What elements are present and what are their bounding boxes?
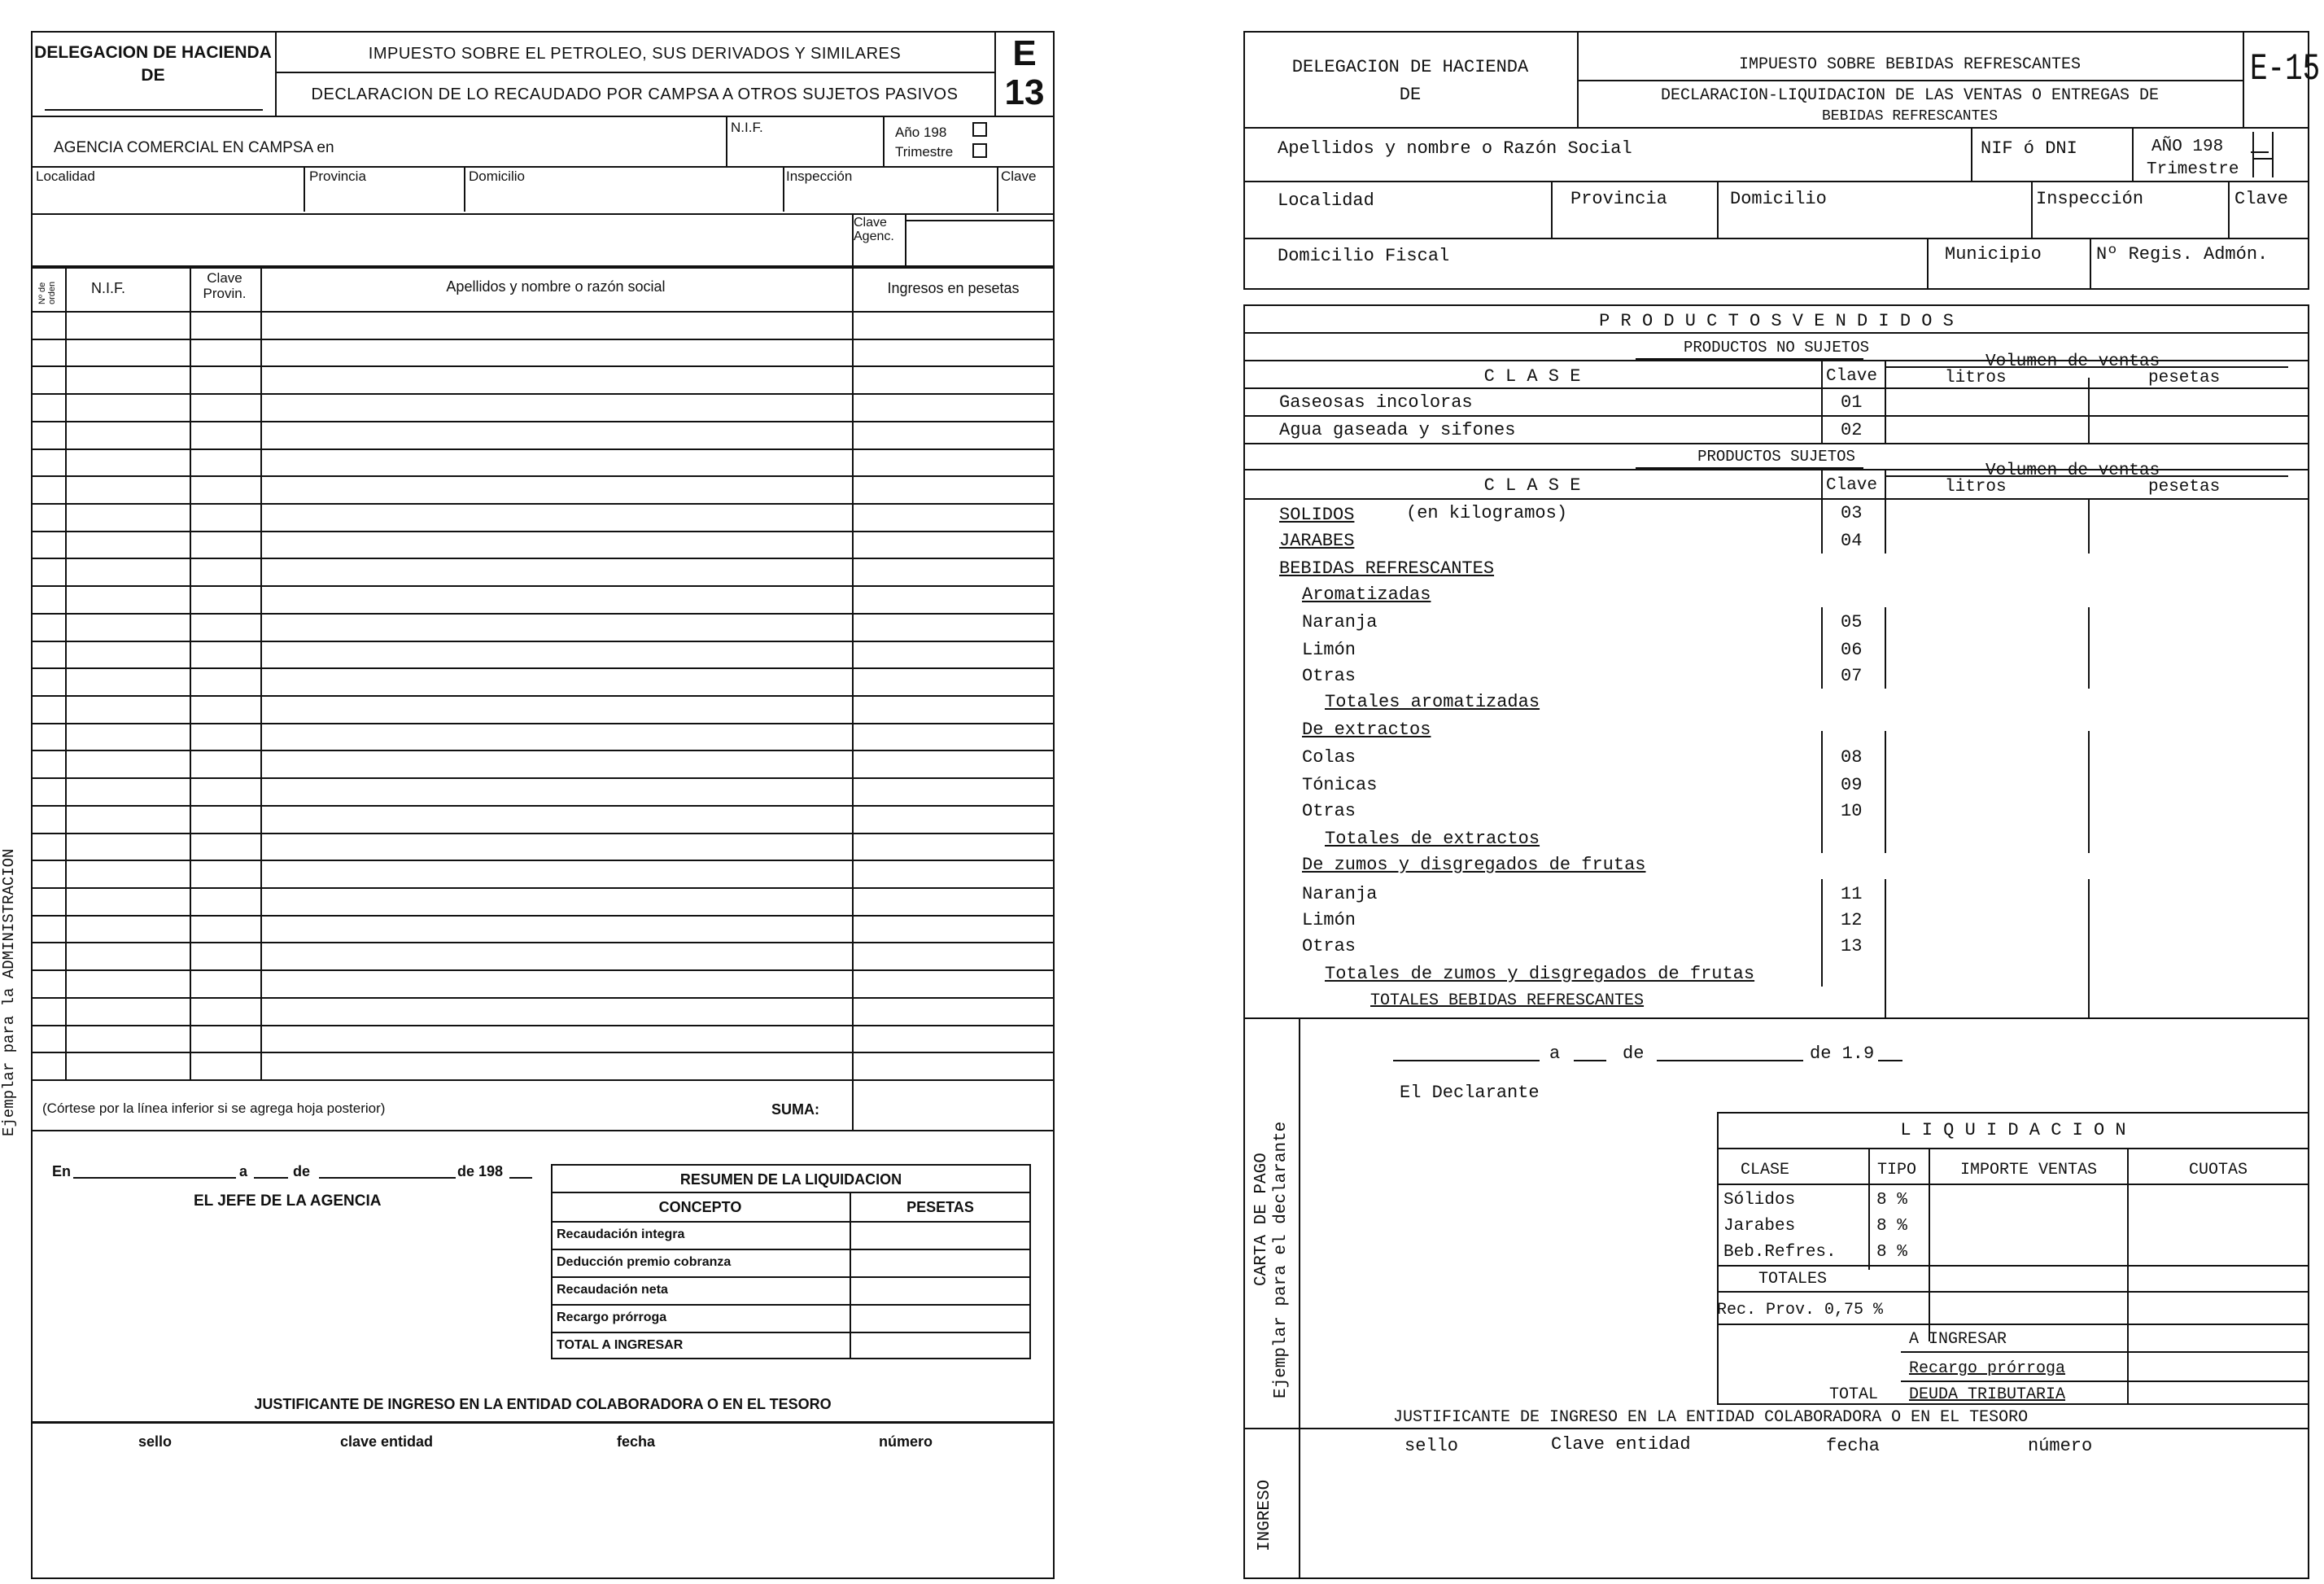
de-extractos-label: De extractos xyxy=(1302,720,1431,740)
clase-header-1: C L A S E xyxy=(1483,366,1581,387)
table-row xyxy=(31,339,1055,340)
jarabes-label: JARABES xyxy=(1279,531,1355,551)
e15-justificante-label: JUSTIFICANTE DE INGRESO EN LA ENTIDAD COLABORADORA O EN EL TESORO xyxy=(1393,1408,2029,1427)
table-row xyxy=(31,531,1055,532)
liq-tipo-header: TIPO xyxy=(1876,1161,1916,1179)
no-sujetos-label: PRODUCTOS NO SUJETOS xyxy=(1683,339,1870,357)
en-label: En xyxy=(52,1163,72,1179)
e15-numero-label: número xyxy=(2028,1436,2093,1456)
table-row xyxy=(31,641,1055,642)
litros-header-1: litros xyxy=(1945,369,2007,387)
clave-code: 13 xyxy=(1841,936,1863,956)
table-row xyxy=(31,613,1055,615)
e15-domicilio-fiscal-label: Domicilio Fiscal xyxy=(1278,246,1450,266)
resumen-row-label: Recaudación neta xyxy=(557,1283,668,1297)
table-row xyxy=(31,969,1055,971)
e15-municipio-label: Municipio xyxy=(1945,244,2042,265)
provincia-label: Provincia xyxy=(309,168,366,184)
de-zumos-label: De zumos y disgregados de frutas xyxy=(1302,855,1646,875)
clave-label: Clave xyxy=(1001,168,1037,184)
table-row xyxy=(31,558,1055,559)
table-row xyxy=(31,723,1055,724)
bebidas-refrescantes-label: BEBIDAS REFRESCANTES xyxy=(1279,558,1495,579)
clave-code: 07 xyxy=(1841,666,1863,686)
a-label: a xyxy=(239,1163,248,1179)
productos-vendidos-title: P R O D U C T O S V E N D I D O S xyxy=(1599,311,1954,331)
e15-apellidos-label: Apellidos y nombre o Razón Social xyxy=(1278,138,1632,159)
col-apellidos-header: Apellidos y nombre o razón social xyxy=(446,278,666,295)
e15-form-code: E-15 xyxy=(2250,48,2321,90)
table-row xyxy=(31,942,1055,943)
e15-declaracion-title-1: DECLARACION-LIQUIDACION DE LAS VENTAS O ENTREGAS DE xyxy=(1660,86,2160,105)
resumen-title: RESUMEN DE LA LIQUIDACION xyxy=(679,1171,902,1188)
e15-ano-label: AÑO 198 xyxy=(2151,138,2224,156)
table-row xyxy=(31,1025,1055,1026)
clave-code: 03 xyxy=(1841,503,1863,523)
e15-clave-entidad-label: Clave entidad xyxy=(1551,1434,1691,1455)
e15-declaracion-title-2: BEBIDAS REFRESCANTES xyxy=(1821,108,1999,125)
e15-nif-dni-label: NIF ó DNI xyxy=(1981,138,2077,159)
liq-totales-label: TOTALES xyxy=(1758,1270,1827,1289)
col-orden-header: Nº de orden xyxy=(37,281,58,304)
volumen-header-2: Volumen de ventas xyxy=(1985,462,2160,480)
justificante-label: JUSTIFICANTE DE INGRESO EN LA ENTIDAD COLABORADORA O EN EL TESORO xyxy=(254,1396,832,1412)
impuesto-title: IMPUESTO SOBRE EL PETROLEO, SUS DERIVADOS Y SIMILARES xyxy=(368,45,902,63)
clave-code: 08 xyxy=(1841,747,1863,768)
resumen-row-line xyxy=(551,1332,1031,1333)
e15-localidad-label: Localidad xyxy=(1278,190,1374,211)
side-label-administracion: Ejemplar para la ADMINISTRACION xyxy=(0,848,18,1136)
naranja-label-1: Naranja xyxy=(1302,612,1378,632)
no-sujetos-row-code: 02 xyxy=(1841,420,1863,440)
e15-provincia-label: Provincia xyxy=(1570,189,1667,209)
fecha-label: fecha xyxy=(617,1433,656,1450)
ano-checkbox[interactable] xyxy=(972,122,987,137)
recargo-prorroga-label: Recargo prórroga xyxy=(1909,1359,2066,1378)
no-sujetos-row-label: Agua gaseada y sifones xyxy=(1279,420,1516,440)
totales-bebidas-label: TOTALES BEBIDAS REFRESCANTES xyxy=(1370,991,1645,1010)
resumen-row-line xyxy=(551,1249,1031,1250)
col-clave-prov-header-2: Provin. xyxy=(203,286,247,301)
clave-code: 10 xyxy=(1841,801,1863,821)
table-row xyxy=(31,750,1055,751)
declaracion-title: DECLARACION DE LO RECAUDADO POR CAMPSA A OTROS SUJETOS PASIVOS xyxy=(311,85,959,103)
table-row xyxy=(31,667,1055,669)
solidos-label: SOLIDOS xyxy=(1279,505,1355,525)
e15-inspeccion-label: Inspección xyxy=(2036,189,2144,209)
table-row xyxy=(31,833,1055,834)
sello-label: sello xyxy=(138,1433,173,1450)
liq-row-tipo: 8 % xyxy=(1876,1191,1907,1210)
table-row xyxy=(31,421,1055,422)
localidad-label: Localidad xyxy=(36,168,95,184)
resumen-row-line xyxy=(551,1221,1031,1223)
clave-code: 09 xyxy=(1841,775,1863,795)
table-row xyxy=(31,475,1055,477)
cortese-note: (Córtese por la línea inferior si se agrega hoja posterior) xyxy=(42,1100,386,1116)
e15-de-label: DE xyxy=(1399,85,1422,105)
suma-label: SUMA: xyxy=(771,1101,819,1118)
resumen-row-label: Deducción premio cobranza xyxy=(557,1255,732,1269)
en-kilogramos-label: (en kilogramos) xyxy=(1406,503,1568,523)
clave-code: 05 xyxy=(1841,612,1863,632)
liq-importe-header: IMPORTE VENTAS xyxy=(1959,1161,2098,1179)
ingreso-label: INGRESO xyxy=(1256,1479,1274,1551)
de-connector: de xyxy=(293,1163,311,1179)
table-row xyxy=(31,1052,1055,1053)
total-label: TOTAL xyxy=(1829,1385,1879,1404)
otras-label-2: Otras xyxy=(1302,801,1356,821)
e15-domicilio-label: Domicilio xyxy=(1730,189,1827,209)
col-clave-prov-header-1: Clave xyxy=(207,270,242,286)
limon-label-2: Limón xyxy=(1302,910,1356,930)
inspeccion-label: Inspección xyxy=(786,168,853,184)
pesetas-header: PESETAS xyxy=(906,1199,974,1215)
table-row xyxy=(31,860,1055,861)
e15-regis-label: Nº Regis. Admón. xyxy=(2096,244,2269,265)
agencia-label: AGENCIA COMERCIAL EN CAMPSA en xyxy=(54,139,334,156)
liquidacion-title: L I Q U I D A C I O N xyxy=(1900,1120,2126,1140)
carta-pago-label: CARTA DE PAGO xyxy=(1252,1153,1271,1286)
aromatizadas-label: Aromatizadas xyxy=(1302,584,1431,605)
volumen-header-1: Volumen de ventas xyxy=(1985,352,2160,371)
clave-header-1: Clave xyxy=(1826,367,1878,386)
e15-fecha-de: de xyxy=(1623,1044,1645,1064)
liq-row-clase: Sólidos xyxy=(1723,1191,1796,1210)
liq-row-tipo: 8 % xyxy=(1876,1217,1907,1236)
nif-label: N.I.F. xyxy=(731,120,763,135)
domicilio-label: Domicilio xyxy=(469,168,525,184)
e15-impuesto-title: IMPUESTO SOBRE BEBIDAS REFRESCANTES xyxy=(1738,55,2082,74)
e15-delegacion-label: DELEGACION DE HACIENDA xyxy=(1291,57,1529,77)
pesetas-header-1: pesetas xyxy=(2148,369,2221,387)
table-row xyxy=(31,695,1055,697)
no-sujetos-row-label: Gaseosas incoloras xyxy=(1279,392,1473,413)
liq-row-tipo: 8 % xyxy=(1876,1243,1907,1262)
table-row xyxy=(31,365,1055,367)
clave-agenc-label-1: Clave xyxy=(854,216,887,230)
totales-aromatizadas-label: Totales aromatizadas xyxy=(1325,692,1540,712)
form-code-letter: E xyxy=(1012,33,1037,73)
rec-prov-label: Rec. Prov. 0,75 % xyxy=(1717,1301,1884,1319)
totales-extractos-label: Totales de extractos xyxy=(1325,829,1540,849)
clave-code: 11 xyxy=(1841,884,1863,904)
clave-header-2: Clave xyxy=(1826,476,1878,495)
litros-header-2: litros xyxy=(1945,478,2007,497)
e15-fecha-de19: de 1.9 xyxy=(1810,1044,1875,1064)
form-code-number: 13 xyxy=(1004,72,1045,112)
table-row xyxy=(31,915,1055,917)
clave-agenc-label-2: Agenc. xyxy=(854,230,894,243)
numero-label: número xyxy=(879,1433,933,1450)
tonicas-label: Tónicas xyxy=(1302,775,1378,795)
row-divider xyxy=(1243,415,2309,417)
col-nif-header: N.I.F. xyxy=(91,280,126,296)
resumen-row-line xyxy=(551,1276,1031,1278)
liq-row-clase: Jarabes xyxy=(1723,1217,1796,1236)
liq-row-clase: Beb.Refres. xyxy=(1723,1243,1837,1262)
trimestre-label: Trimestre xyxy=(895,144,954,160)
e15-fecha-label: fecha xyxy=(1826,1436,1881,1456)
a-ingresar-label: A INGRESAR xyxy=(1909,1330,2007,1349)
limon-label-1: Limón xyxy=(1302,640,1356,660)
clave-entidad-label: clave entidad xyxy=(340,1433,434,1450)
e15-trimestre-label: Trimestre xyxy=(2147,160,2239,179)
table-row xyxy=(31,887,1055,889)
liq-clase-header: CLASE xyxy=(1740,1161,1789,1179)
clave-code: 06 xyxy=(1841,640,1863,660)
table-row xyxy=(31,503,1055,505)
otras-label-3: Otras xyxy=(1302,936,1356,956)
delegacion-label: DELEGACION DE HACIENDA xyxy=(34,43,272,62)
de-label: DE xyxy=(141,66,165,85)
declarante-label: El Declarante xyxy=(1400,1083,1540,1103)
table-row xyxy=(31,997,1055,999)
concepto-header: CONCEPTO xyxy=(658,1199,742,1215)
e15-sello-label: sello xyxy=(1404,1436,1459,1456)
col-ingresos-header: Ingresos en pesetas xyxy=(887,280,1020,296)
clave-code: 04 xyxy=(1841,531,1863,551)
resumen-row-label: Recargo prórroga xyxy=(557,1311,667,1324)
liq-cuotas-header: CUOTAS xyxy=(2188,1161,2248,1179)
resumen-row-label: Recaudación integra xyxy=(557,1227,685,1241)
table-row xyxy=(31,805,1055,807)
e15-fecha-a: a xyxy=(1549,1044,1561,1064)
clase-header-2: C L A S E xyxy=(1483,475,1581,496)
resumen-row-line xyxy=(551,1304,1031,1306)
pesetas-header-2: pesetas xyxy=(2148,478,2221,497)
sujetos-label: PRODUCTOS SUJETOS xyxy=(1697,448,1855,466)
totales-zumos-label: Totales de zumos y disgregados de frutas xyxy=(1325,964,1755,984)
de198-label: de 198 xyxy=(457,1163,504,1179)
resumen-row-label: TOTAL A INGRESAR xyxy=(557,1338,684,1352)
trimestre-checkbox[interactable] xyxy=(972,143,987,158)
table-row xyxy=(31,393,1055,395)
table-row xyxy=(31,777,1055,779)
table-row xyxy=(31,585,1055,587)
naranja-label-2: Naranja xyxy=(1302,884,1378,904)
jefe-agencia-label: EL JEFE DE LA AGENCIA xyxy=(194,1192,382,1210)
deuda-tributaria-label: DEUDA TRIBUTARIA xyxy=(1909,1385,2066,1404)
no-sujetos-row-code: 01 xyxy=(1841,392,1863,413)
e15-clave-label: Clave xyxy=(2234,189,2289,209)
otras-label-1: Otras xyxy=(1302,666,1356,686)
clave-code: 12 xyxy=(1841,910,1863,930)
colas-label: Colas xyxy=(1302,747,1356,768)
ano-label: Año 198 xyxy=(895,125,947,140)
ejemplar-declarante-label: Ejemplar para el declarante xyxy=(1272,1121,1291,1398)
table-row xyxy=(31,449,1055,450)
